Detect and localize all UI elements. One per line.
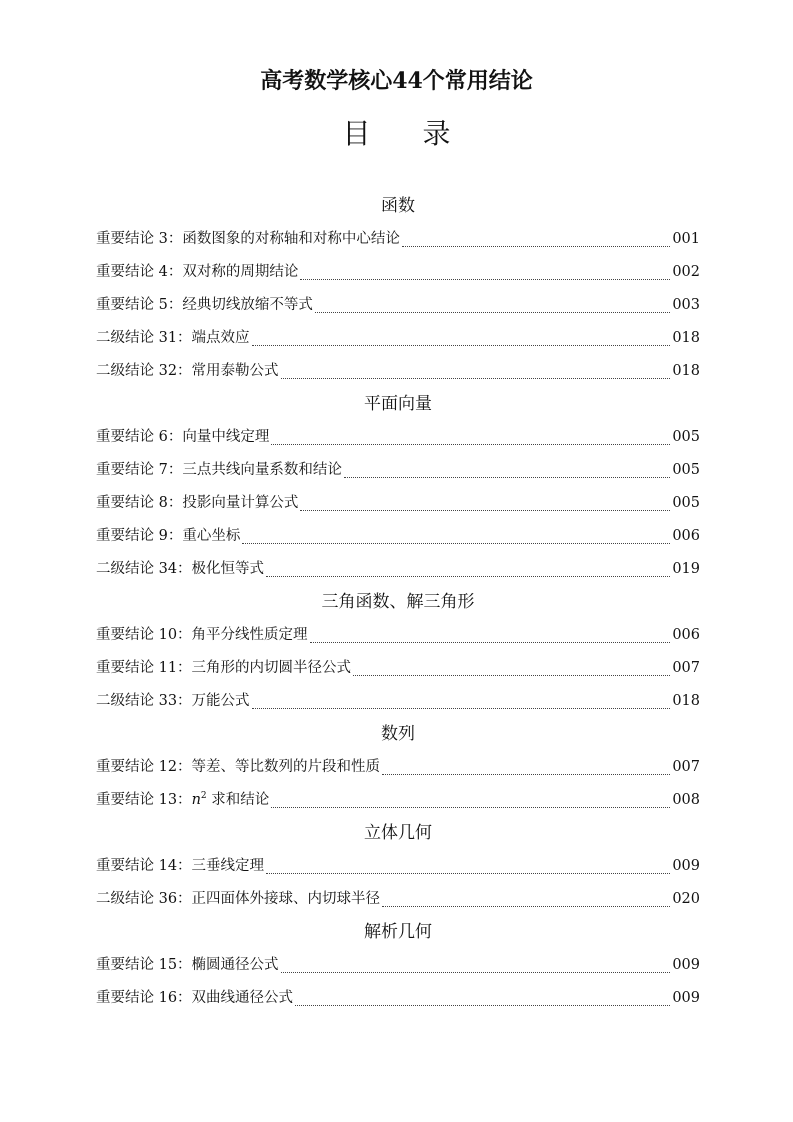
toc-entry-page: 007 xyxy=(672,759,700,775)
toc-entry-label-prefix: 重要结论 13： xyxy=(96,792,192,808)
toc-entry[interactable] xyxy=(96,850,700,883)
toc-entry-page: 003 xyxy=(672,297,700,313)
math-variable-n: n xyxy=(191,792,201,808)
dot-leader xyxy=(300,278,670,280)
toc-entry[interactable] xyxy=(96,685,700,718)
toc-entry-label: 重要结论 15：椭圆通径公式 xyxy=(96,957,279,973)
toc-entry[interactable] xyxy=(96,982,700,1015)
toc-entry[interactable] xyxy=(96,619,700,652)
dot-leader xyxy=(281,971,671,973)
dot-leader xyxy=(382,905,670,907)
dot-leader xyxy=(315,311,670,313)
toc-entry-page: 007 xyxy=(672,660,700,676)
toc-entry[interactable] xyxy=(96,784,700,817)
section-heading-sequences: 数列 xyxy=(381,724,415,744)
toc-entry-label: 重要结论 12：等差、等比数列的片段和性质 xyxy=(96,759,381,775)
dot-leader xyxy=(271,443,670,445)
toc-entry-label: 重要结论 3：函数图象的对称轴和对称中心结论 xyxy=(96,231,400,247)
toc-entry-page: 006 xyxy=(672,627,700,643)
toc-entry-label: 重要结论 16：双曲线通径公式 xyxy=(96,990,294,1006)
section-heading-analytic-geometry: 解析几何 xyxy=(364,922,432,942)
section-heading-solid-geometry: 立体几何 xyxy=(364,823,432,843)
section-heading-functions: 函数 xyxy=(381,196,415,216)
toc-entry[interactable] xyxy=(96,553,700,586)
toc-entry-page: 008 xyxy=(672,792,700,808)
toc-entry-page: 005 xyxy=(672,495,700,511)
toc-entry-page: 006 xyxy=(672,528,700,544)
toc-entry-page: 018 xyxy=(672,693,700,709)
toc-entry-page: 009 xyxy=(672,990,700,1006)
toc-entry-page: 005 xyxy=(672,429,700,445)
math-exponent: 2 xyxy=(200,791,207,802)
toc-entry[interactable] xyxy=(96,652,700,685)
dot-leader xyxy=(252,707,671,709)
dot-leader xyxy=(266,872,670,874)
toc-entry-label: 二级结论 32：常用泰勒公式 xyxy=(96,363,279,379)
toc-entry-page: 020 xyxy=(672,891,700,907)
document-title: 高考数学核心44个常用结论 xyxy=(260,68,533,94)
toc-entry-page: 002 xyxy=(672,264,700,280)
toc-entry-label: 重要结论 14：三垂线定理 xyxy=(96,858,265,874)
toc-entry[interactable] xyxy=(96,487,700,520)
toc-entry-page: 019 xyxy=(672,561,700,577)
toc-title-right: 录 xyxy=(422,117,451,150)
dot-leader xyxy=(382,773,670,775)
toc-entry[interactable] xyxy=(96,256,700,289)
toc-entry-label: 重要结论 10：角平分线性质定理 xyxy=(96,627,308,643)
dot-leader xyxy=(353,674,670,676)
toc-entry-page: 018 xyxy=(672,330,700,346)
toc-entry-label: 二级结论 34：极化恒等式 xyxy=(96,561,265,577)
toc-entry-page: 009 xyxy=(672,957,700,973)
dot-leader xyxy=(271,806,670,808)
toc-entry[interactable] xyxy=(96,355,700,388)
toc-title-left: 目 xyxy=(342,117,371,150)
dot-leader xyxy=(300,509,670,511)
toc-entry-label: 二级结论 33：万能公式 xyxy=(96,693,250,709)
toc-entry-label: 二级结论 31：端点效应 xyxy=(96,330,250,346)
dot-leader xyxy=(402,245,670,247)
toc-entry-label: 重要结论 11：三角形的内切圆半径公式 xyxy=(96,660,352,676)
section-heading-plane-vectors: 平面向量 xyxy=(364,394,432,414)
toc-entry[interactable] xyxy=(96,949,700,982)
section-heading-trigonometry: 三角函数、解三角形 xyxy=(321,592,475,612)
toc-entry[interactable] xyxy=(96,223,700,256)
toc-entry-page: 005 xyxy=(672,462,700,478)
toc-entry-label: 重要结论 9：重心坐标 xyxy=(96,528,241,544)
toc-entry[interactable] xyxy=(96,883,700,916)
toc-entry-label: 重要结论 4：双对称的周期结论 xyxy=(96,264,299,280)
table-of-contents xyxy=(96,190,700,1015)
toc-entry[interactable] xyxy=(96,421,700,454)
toc-entry[interactable] xyxy=(96,751,700,784)
dot-leader xyxy=(242,542,670,544)
toc-entry-label: 重要结论 5：经典切线放缩不等式 xyxy=(96,297,313,313)
dot-leader xyxy=(252,344,671,346)
dot-leader xyxy=(281,377,671,379)
dot-leader xyxy=(344,476,670,478)
toc-entry-page: 001 xyxy=(672,231,700,247)
dot-leader xyxy=(266,575,670,577)
toc-entry-label: 重要结论 6：向量中线定理 xyxy=(96,429,270,445)
toc-entry-label-suffix: 求和结论 xyxy=(206,792,270,808)
toc-title xyxy=(0,112,793,152)
toc-entry-label xyxy=(96,784,269,817)
toc-entry[interactable] xyxy=(96,289,700,322)
toc-entry-page: 018 xyxy=(672,363,700,379)
toc-entry-label: 重要结论 7：三点共线向量系数和结论 xyxy=(96,462,342,478)
dot-leader xyxy=(310,641,671,643)
toc-entry-label: 重要结论 8：投影向量计算公式 xyxy=(96,495,299,511)
toc-entry-label: 二级结论 36：正四面体外接球、内切球半径 xyxy=(96,891,381,907)
toc-entry[interactable] xyxy=(96,520,700,553)
toc-entry-page: 009 xyxy=(672,858,700,874)
dot-leader xyxy=(295,1004,670,1006)
toc-entry[interactable] xyxy=(96,454,700,487)
toc-entry[interactable] xyxy=(96,322,700,355)
